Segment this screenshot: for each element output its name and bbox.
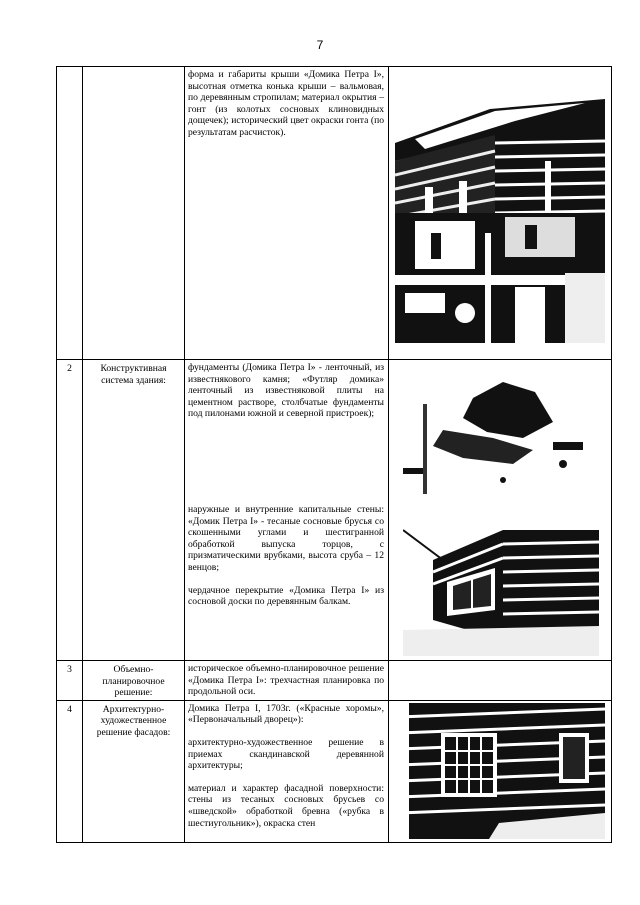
description-paragraph: форма и габариты крыши «Домика Петра I», высотная отметка конька крыши – вальмовая, по деревянным стропилам; материал окрытия – гонт (из колотых сосновых клиновидных дощечек); исторический цвет окраски гонта (по результатам расчисток). xyxy=(188,69,384,138)
description-paragraph: чердачное перекрытие «Домика Петра I» из сосновой доски по деревянным балкам. xyxy=(188,584,384,608)
page-number: 7 xyxy=(316,38,324,52)
facade-windows-photo xyxy=(399,703,605,839)
photo-cell xyxy=(389,700,612,842)
description-paragraph: Домика Петра I, 1703г. («Красные хоромы», «Первоначальный дворец»): xyxy=(188,702,384,726)
table-row xyxy=(57,700,612,842)
row-number: 4 xyxy=(57,700,83,842)
row-description xyxy=(185,67,389,360)
description-paragraph: фундаменты (Домика Петра I» - ленточный, из известнякового камня; «Футляр домика» ленточный из известняковой плиты на цементном растворе, столбчатые фундаменты под пилонами южной и северной пристроек); xyxy=(188,362,384,420)
photo-cell xyxy=(389,360,612,661)
row-number: 3 xyxy=(57,661,83,701)
row-name: Объемно-планировочное решение: xyxy=(83,661,185,701)
row-description xyxy=(185,700,389,842)
description-paragraph: историческое объемно-планировочное решение «Домика Петра I»: трехчастная планировка по продольной оси. xyxy=(188,663,384,698)
log-house-corner-roof-photo xyxy=(395,91,605,219)
description-paragraph: наружные и внутренние капитальные стены: «Домик Петра I» - тесаные сосновые брусья со скошенными углами и шестигранной обработкой выпуска торцов, с призматическими врубками, высота сруба – 12 венцов; xyxy=(188,503,384,573)
table-row xyxy=(57,67,612,360)
interior-wall-photo xyxy=(395,213,605,343)
row-name: Конструктивная система здания: xyxy=(83,360,185,661)
row-description xyxy=(185,661,389,701)
table-row xyxy=(57,661,612,701)
description-paragraph: материал и характер фасадной поверхности: стены из тесаных сосновых брусьев со «шведской» обработкой бревна («рубка в шестиугольник»), окраска стен xyxy=(188,782,384,829)
specification-table xyxy=(56,66,612,843)
row-description xyxy=(185,360,389,661)
row-name xyxy=(83,67,185,360)
row-number xyxy=(57,67,83,360)
photo-cell xyxy=(389,661,612,701)
row-number: 2 xyxy=(57,360,83,661)
description-paragraph: архитектурно-художественное решение в приемах скандинавской деревянной архитектуры; xyxy=(188,736,384,772)
stone-foundation-photo xyxy=(403,368,599,498)
row-name: Архитектурно-художественное решение фасадов: xyxy=(83,700,185,842)
photo-cell xyxy=(389,67,612,360)
table-row xyxy=(57,360,612,661)
log-wall-window-photo xyxy=(403,520,599,656)
